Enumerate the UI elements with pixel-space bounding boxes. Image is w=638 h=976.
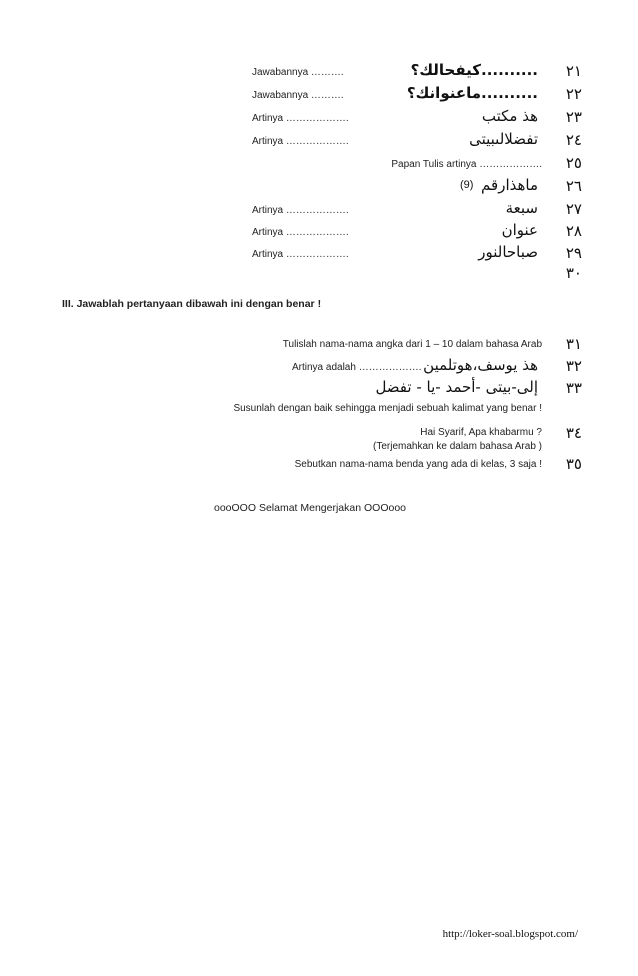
question-number: ٣٢ bbox=[565, 357, 582, 375]
number-in-parentheses: (9) bbox=[460, 179, 474, 191]
question-number: ٢٩ bbox=[565, 244, 582, 262]
question-text: Tulislah nama-nama angka dari 1 – 10 dalam bahasa Arab bbox=[282, 339, 542, 350]
question-number: ٢٨ bbox=[565, 222, 582, 240]
question-number: ٢٣ bbox=[565, 108, 582, 126]
arabic-text: ..........كيفحالك؟ bbox=[410, 61, 538, 79]
closing-text: oooOOO Selamat Mengerjakan OOOooo bbox=[214, 502, 407, 514]
question-number: ٢٦ bbox=[565, 177, 582, 195]
arabic-text: سبعة bbox=[505, 199, 538, 217]
question-number: ٣٥ bbox=[565, 455, 582, 473]
question-number: ٣٠ bbox=[565, 264, 582, 282]
question-number: ٣٤ bbox=[565, 424, 582, 442]
arabic-text: تفضلالىبيتى bbox=[469, 130, 538, 148]
answer-label: Artinya ………………. bbox=[252, 249, 349, 260]
question-number: ٣٣ bbox=[565, 379, 582, 397]
answer-label: Jawabannya ………. bbox=[252, 90, 344, 101]
answer-label: Artinya ………………. bbox=[252, 113, 349, 124]
arabic-text: هذ يوسف،هوتلمين bbox=[423, 356, 538, 374]
arabic-text: عنوان bbox=[501, 221, 538, 239]
question-number: ٢١ bbox=[565, 62, 582, 80]
question-text-line1: Hai Syarif, Apa khabarmu ? bbox=[420, 427, 542, 438]
section-heading: III. Jawablah pertanyaan dibawah ini dengan benar ! bbox=[62, 298, 322, 310]
answer-label: Artinya ………………. bbox=[252, 227, 349, 238]
question-text: Susunlah dengan baik sehingga menjadi sebuah kalimat yang benar ! bbox=[233, 403, 542, 414]
question-number: ٢٧ bbox=[565, 200, 582, 218]
question-number: ٣١ bbox=[565, 335, 582, 353]
arabic-text: صباحالنور bbox=[478, 243, 538, 261]
answer-label: Papan Tulis artinya ………………. bbox=[391, 159, 542, 170]
arabic-text: إلى-بيتى -أحمد -يا - تفضل bbox=[375, 378, 538, 396]
question-text-line2: (Terjemahkan ke dalam bahasa Arab ) bbox=[373, 441, 542, 452]
question-number: ٢٤ bbox=[565, 131, 582, 149]
footer-url: http://loker-soal.blogspot.com/ bbox=[442, 928, 578, 940]
question-text: Sebutkan nama-nama benda yang ada di kelas, 3 saja ! bbox=[294, 459, 542, 470]
arabic-text: هذ مكتب bbox=[481, 107, 538, 125]
arabic-text: ماهذارقم bbox=[481, 176, 538, 194]
question-number: ٢٥ bbox=[565, 154, 582, 172]
answer-label: Artinya ………………. bbox=[252, 205, 349, 216]
answer-label: Artinya ………………. bbox=[252, 136, 349, 147]
answer-label: Artinya adalah ………………. bbox=[292, 362, 422, 373]
arabic-text: ..........ماعنوانك؟ bbox=[406, 84, 538, 102]
answer-label: Jawabannya ………. bbox=[252, 67, 344, 78]
question-number: ٢٢ bbox=[565, 85, 582, 103]
